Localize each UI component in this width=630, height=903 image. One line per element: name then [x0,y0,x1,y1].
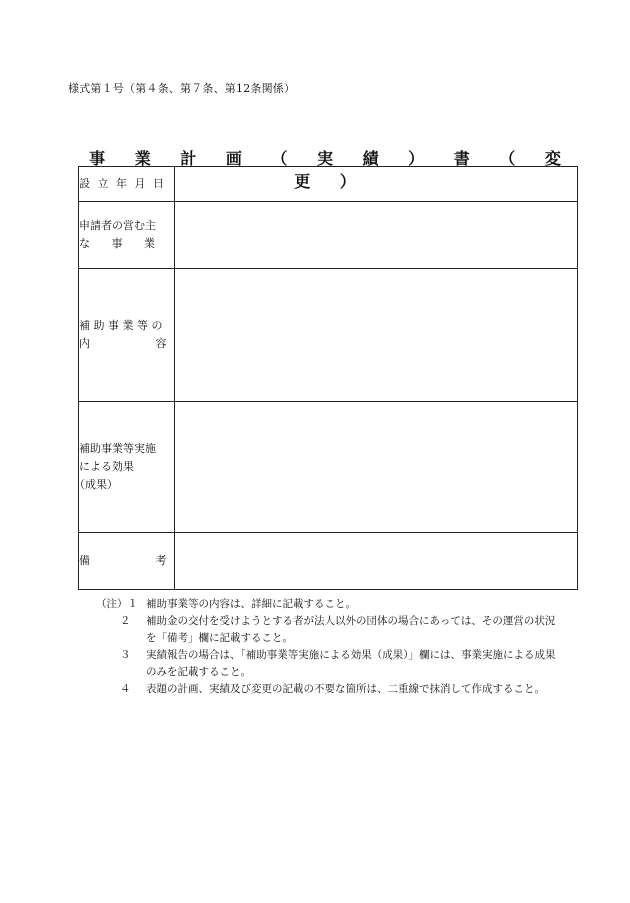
business-plan-table [74,166,578,590]
label-line: 内 容 [79,337,167,350]
note-item [96,647,558,681]
note-item [96,596,558,613]
note-number: ４ [120,683,131,695]
row-remarks [79,533,578,590]
label-line: 補助事業等実施 [79,442,156,455]
note-number: ２ [120,615,131,627]
label-established-date [79,167,175,202]
note-prefix-number [96,596,146,613]
note-item [96,613,558,647]
row-project-effect [79,402,578,533]
label-line: な 事 業 [79,237,155,250]
note-prefix: （注） [96,598,128,610]
form-reference: 様式第１号（第４条、第７条、第12条関係） [68,82,296,95]
label-project-content [79,269,175,402]
row-established-date [79,167,578,202]
note-item [96,681,558,698]
note-text: 表題の計画、実績及び変更の記載の不要な箇所は、二重線で抹消して作成すること。 [146,683,545,695]
label-main-business [79,202,175,269]
notes-section [96,596,558,698]
label-project-effect [74,402,175,533]
note-number: ３ [120,649,131,661]
row-main-business [79,202,578,269]
note-text: 補助事業等の内容は、詳細に記載すること。 [146,598,356,610]
label-line: 補 助 事 業 等 の [79,319,163,332]
label-line: による効果 [79,460,134,473]
label-line: 申請者の営む主 [79,219,156,232]
label-line: （成果） [74,478,118,491]
field-established-date[interactable] [175,167,578,202]
label-remarks [79,533,175,590]
note-text: 実績報告の場合は、「補助事業等実施による効果（成果）」欄には、事業実施による成果のみを記載すること。 [146,649,556,678]
note-number: １ [127,598,138,610]
row-project-content [79,269,578,402]
label-line: 備 考 [79,554,167,567]
label-line: 設 立 年 月 日 [79,177,166,190]
note-text: 補助金の交付を受けようとする者が法人以外の団体の場合にあっては、その運営の状況を「備考」欄に記載すること。 [146,615,556,644]
field-remarks[interactable] [175,533,578,590]
field-main-business[interactable] [175,202,578,269]
field-project-effect[interactable] [175,402,578,533]
field-project-content[interactable] [175,269,578,402]
document-title: 事 業 計 画 （ 実 績 ） 書 （ 変 更 ） [89,149,567,191]
